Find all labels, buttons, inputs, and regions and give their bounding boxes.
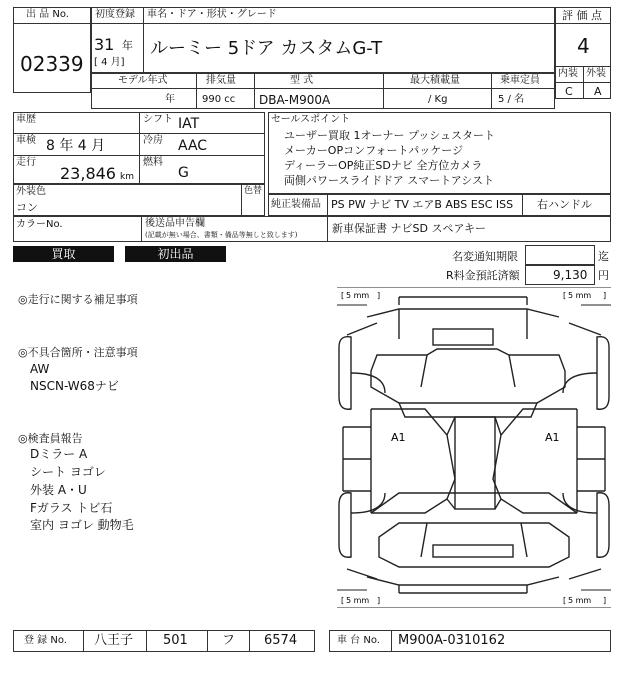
- year-unit: 年: [122, 39, 133, 52]
- ext-color-label: 外装色: [16, 186, 46, 197]
- driving-notes-header: ◎走行に関する補足事項: [18, 293, 138, 306]
- exterior-grade: A: [594, 85, 602, 98]
- shift-label: シフト: [143, 114, 173, 125]
- sales-point: ユーザー買取 1オーナー プッシュスタート: [284, 129, 496, 142]
- recycle-value: 9,130: [553, 268, 588, 282]
- first-listing-bar: 初出品: [125, 246, 226, 262]
- plate-number: 6574: [264, 633, 298, 648]
- score-value: 4: [577, 34, 590, 58]
- svg-text:]: ]: [603, 291, 607, 300]
- lot-label: 出 品 No.: [26, 9, 69, 20]
- tire-front-left: [: [341, 291, 345, 300]
- plate-label: 登 録 No.: [24, 635, 67, 646]
- mileage-value: 23,846: [60, 164, 116, 183]
- color-box: [13, 184, 265, 216]
- equip-value: PS PW ナビ TV エアB ABS ESC ISS: [331, 198, 514, 211]
- inspector-item: 室内 ヨゴレ 動物毛: [30, 518, 134, 532]
- docs-value: 新車保証書 ナビSD スペアキー: [332, 222, 487, 235]
- buy-bar: 買取: [13, 246, 114, 262]
- sales-point: 両側パワースライドドア スマートアシスト: [284, 174, 494, 187]
- car-name-label: 車名・ドア・形状・グレード: [147, 9, 277, 20]
- capacity-value: 5 / 名: [498, 94, 525, 105]
- mileage-label: 走行: [16, 157, 36, 168]
- load-value: / Kg: [428, 94, 448, 105]
- fuel-value: G: [178, 165, 189, 181]
- svg-text:]: ]: [377, 291, 381, 300]
- deadline-box: [525, 245, 595, 265]
- ac-value: AAC: [178, 138, 208, 154]
- inspector-item: Dミラー A: [30, 447, 88, 461]
- svg-text:]: ]: [603, 596, 607, 605]
- equip-label: 純正装備品: [271, 199, 321, 210]
- inspector-header: ◎検査員報告: [18, 432, 83, 445]
- docs-label: 後送品申告欄: [145, 218, 205, 229]
- deadline-suffix: 迄: [598, 250, 609, 263]
- shift-value: IAT: [178, 116, 200, 132]
- yen-unit: 円: [598, 269, 609, 282]
- type-label: 型 式: [290, 75, 314, 86]
- car-damage-diagram: [337, 287, 611, 608]
- car-name: ルーミー 5ドア カスタムG-T: [150, 38, 383, 59]
- displacement-label: 排気量: [206, 75, 236, 86]
- ac-label: 冷房: [143, 135, 163, 146]
- reg-month: [ 4 月]: [94, 57, 125, 68]
- ext-color-value: コン: [16, 201, 38, 214]
- model-year-unit: 年: [165, 94, 175, 105]
- damage-mark-left: A1: [391, 431, 406, 444]
- reg-year: 31: [94, 35, 115, 54]
- plate-area: 八王子: [94, 633, 134, 648]
- load-label: 最大積載量: [410, 75, 460, 86]
- docs-box: [13, 216, 611, 242]
- mileage-unit: km: [120, 172, 134, 182]
- defect-item: AW: [30, 362, 50, 376]
- inspector-item: Fガラス トビ石: [30, 501, 113, 515]
- sales-point: メーカーOPコンフォートパッケージ: [284, 144, 464, 157]
- svg-text:[: [: [341, 596, 345, 605]
- tire-front-left-value: 5 mm: [346, 291, 370, 300]
- svg-text:[: [: [563, 596, 567, 605]
- inspection-label: 車検: [16, 135, 36, 146]
- first-reg-label: 初度登録: [95, 9, 135, 20]
- tire-rear-right-value: 5 mm: [568, 596, 592, 605]
- plate-kana: フ: [222, 633, 236, 648]
- capacity-label: 乗車定員: [500, 75, 540, 86]
- shade-label: 色替: [244, 186, 263, 196]
- defect-header: ◎不具合箇所・注意事項: [18, 346, 138, 359]
- color-no-label: カラーNo.: [16, 219, 63, 230]
- sales-point: ディーラーOP純正SDナビ 全方位カメラ: [284, 159, 483, 172]
- interior-grade: C: [565, 85, 573, 98]
- svg-text:[: [: [563, 291, 567, 300]
- type-value: DBA-M900A: [259, 93, 331, 107]
- defect-item: NSCN-W68ナビ: [30, 379, 119, 393]
- fuel-label: 燃料: [143, 157, 163, 168]
- sales-label: セールスポイント: [271, 114, 351, 125]
- lot-number: 02339: [20, 52, 84, 76]
- inspection-value: 8 年 4 月: [46, 138, 106, 154]
- handle-value: 右ハンドル: [537, 198, 592, 211]
- chassis-label: 車 台 No.: [337, 635, 380, 646]
- model-year-label: モデル年式: [118, 75, 168, 86]
- interior-label: 内装: [558, 68, 578, 79]
- plate-class: 501: [163, 633, 188, 648]
- inspector-item: シート ヨゴレ: [30, 465, 106, 479]
- inspector-item: 外装 A・U: [30, 483, 87, 497]
- chassis-number: M900A-0310162: [398, 633, 506, 648]
- displacement-value: 990 cc: [202, 94, 236, 105]
- tire-front-right-value: 5 mm: [568, 291, 592, 300]
- exterior-label: 外装: [586, 68, 606, 79]
- score-label: 評 価 点: [562, 9, 602, 22]
- docs-note: (記載が無い場合、書類・備品等無しと致します): [145, 231, 298, 239]
- tire-rear-left-value: 5 mm: [346, 596, 370, 605]
- damage-mark-right: A1: [545, 431, 560, 444]
- svg-text:]: ]: [377, 596, 381, 605]
- history-label: 車歴: [16, 114, 36, 125]
- recycle-label: R料金預託済額: [446, 269, 520, 282]
- deadline-label: 名変通知期限: [452, 250, 518, 263]
